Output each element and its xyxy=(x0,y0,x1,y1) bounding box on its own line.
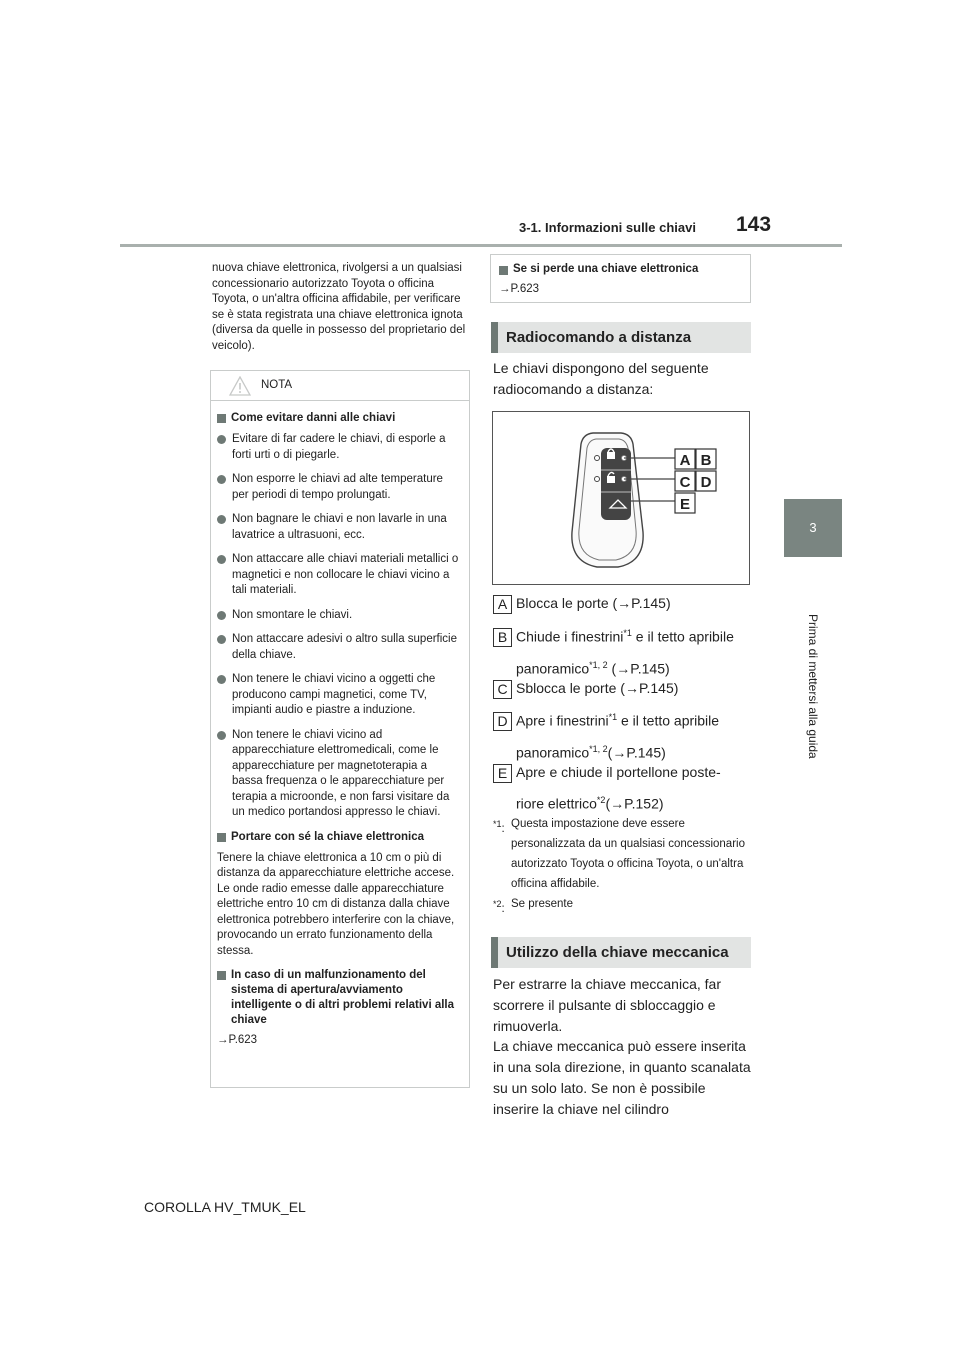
nota-bullet: Evitare di far cadere le chiavi, di esporle a forti urti o di piegarle. xyxy=(217,432,459,463)
page-reference-link[interactable]: →P.623 xyxy=(499,283,540,295)
nota-bullet: Non tenere le chiavi vicino ad apparecchiature elettromedicali, come le apparecchiature per magnetoterapia a bassa frequenza o le apparecchiature per terapia a microonde, e non farsi visitare da un medico portandosi appresso le chiavi. xyxy=(217,728,459,821)
square-bullet-icon xyxy=(217,414,226,423)
dot-bullet-icon xyxy=(217,731,226,740)
figure-label: B xyxy=(700,452,712,469)
nota-bullet: Non attaccare alle chiavi materiali metallici o magnetici e non collocare le chiavi vicino a tali materiali. xyxy=(217,552,459,599)
side-tab-number: 3 xyxy=(784,499,842,557)
chapter-title: 3-1. Informazioni sulle chiavi xyxy=(519,220,696,235)
nota-bullet: Non bagnare le chiavi e non lavarle in una lavatrice a ultrasuoni, ecc. xyxy=(217,512,459,543)
nota-paragraph: Tenere la chiave elettronica a 10 cm o più di distanza da apparecchiature elettriche accese. Le onde radio emesse dalle apparecchiature elettriche entro 10 cm di distanza dalla chiave elettronica potrebbero interferire con la chiave, provocando un errato funzionamento della stessa. xyxy=(217,851,455,957)
key-fob-illustration xyxy=(493,412,751,586)
dot-bullet-icon xyxy=(217,635,226,644)
mechanical-key-paragraph: Per estrarre la chiave meccanica, far scorrere il pulsante di sbloccaggio e rimuoverla. xyxy=(493,976,721,1034)
letter-badge: C xyxy=(493,680,512,699)
lost-key-box xyxy=(490,254,751,303)
nota-bullet: Non tenere le chiavi vicino a oggetti che producono campi magnetici, come TV, impianti audio e piastre a induzione. xyxy=(217,672,459,719)
square-bullet-icon xyxy=(217,971,226,980)
figure-label: C xyxy=(679,474,691,491)
figure-label: A xyxy=(679,452,691,469)
page-number: 143 xyxy=(736,213,772,236)
footnote: $^{*2}$: Se presente xyxy=(493,898,574,915)
footnote: $^{*1}$: Questa impostazione deve essere personalizzata da un qualsiasi concessionario autorizzato Toyota o officina Toyota, o un'altra officina affidabile. xyxy=(493,818,745,890)
dot-bullet-icon xyxy=(217,475,226,484)
square-bullet-icon xyxy=(217,833,226,842)
legend-item-c: C Sblocca le porte (→P.145) xyxy=(493,674,751,702)
letter-badge: E xyxy=(493,764,512,783)
warning-icon xyxy=(229,376,251,396)
nota-box xyxy=(210,370,470,1088)
letter-badge: D xyxy=(493,712,512,731)
footer-model-code: COROLLA HV_TMUK_EL xyxy=(144,1199,306,1215)
intro-text: nuova chiave elettronica, rivolgersi a un qualsiasi concessionario autorizzato Toyota o officina Toyota, o un'altra officina affidabile, per verificare se è stata registrata una chiave elettronica ignota (diversa da quelle in possesso del proprietario del veicolo). xyxy=(212,262,466,352)
mechanical-key-paragraph: La chiave meccanica può essere inserita in una sola direzione, in quanto scanalata su un solo lato. Se non è possibile inserire la chiave nel cilindro xyxy=(493,1038,751,1117)
side-tab-label: Prima di mettersi alla guida xyxy=(806,614,820,759)
nota-section-title: Portare con sé la chiave elettronica xyxy=(217,830,459,845)
nota-header xyxy=(211,371,469,401)
dot-bullet-icon xyxy=(217,515,226,524)
section-heading-remote: Radiocomando a distanza xyxy=(491,322,751,353)
dot-bullet-icon xyxy=(217,555,226,564)
dot-bullet-icon xyxy=(217,675,226,684)
dot-bullet-icon xyxy=(217,611,226,620)
nota-bullet: Non esporre le chiavi ad alte temperature per periodi di tempo prolungati. xyxy=(217,472,459,503)
figure-label: D xyxy=(700,474,712,491)
page-reference-link[interactable]: →P.623 xyxy=(217,1034,258,1046)
legend-item-d: D Apre i finestrini$^{*1}$ e il tetto apribile panoramico$^{*1, 2}$(→P.145) xyxy=(493,703,751,766)
legend-item-b: B Chiude i finestrini$^{*1}$ e il tetto apribile panoramico$^{*1, 2}$ (→P.145) xyxy=(493,619,751,682)
nota-section-title: Come evitare danni alle chiavi xyxy=(217,411,459,426)
header-divider xyxy=(120,244,842,247)
key-fob-figure xyxy=(492,411,750,585)
letter-badge: B xyxy=(493,628,512,647)
lost-key-title: Se si perde una chiave elettronica xyxy=(499,263,742,275)
square-bullet-icon xyxy=(499,266,508,275)
nota-bullet: Non attaccare adesivi o altro sulla superficie della chiave. xyxy=(217,632,459,663)
legend-item-a: A Blocca le porte (→P.145) xyxy=(493,589,751,617)
legend-item-e: E Apre e chiude il portellone poste- riore elettrico$^{*2}$(→P.152) xyxy=(493,758,751,818)
nota-label: NOTA xyxy=(261,379,293,391)
dot-bullet-icon xyxy=(217,435,226,444)
letter-badge: A xyxy=(493,595,512,614)
nota-bullet: Non smontare le chiavi. xyxy=(217,608,459,624)
figure-label: E xyxy=(679,496,691,513)
section-heading-mechanical-key: Utilizzo della chiave meccanica xyxy=(491,937,751,968)
remote-intro-text: Le chiavi dispongono del seguente radiocomando a distanza: xyxy=(493,360,709,397)
nota-section-title: In caso di un malfunzionamento del sistema di apertura/avviamento intelligente o di altri problemi relativi alla chiave xyxy=(217,968,459,1028)
